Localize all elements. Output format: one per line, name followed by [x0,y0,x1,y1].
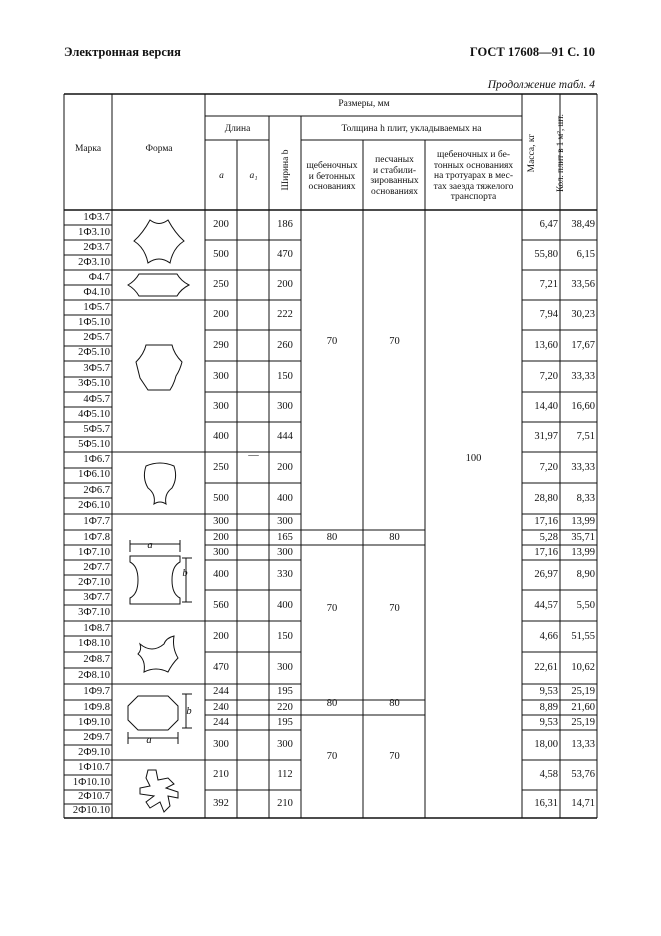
mass-cell: 4,58 [539,769,558,780]
length-a-cell: 300 [213,370,229,382]
mass-cell: 28,80 [534,492,558,504]
mass-cell: 26,97 [534,569,558,580]
width-b-cell: 195 [277,686,293,697]
mark-cell: 5Ф5.7 [83,423,110,435]
header-sand-line4: основаниях [371,186,418,197]
mass-cell: 22,61 [534,662,558,673]
header-sand [364,155,425,197]
width-b-cell: 300 [277,739,293,750]
header-sand-line1: песчаных [375,155,414,165]
header-form: Форма [145,144,173,154]
mark-cell: 1Ф8.7 [83,622,110,634]
header-crushed-line3: основаниях [308,182,356,192]
mark-cell: 1Ф9.10 [78,716,110,728]
mark-cell: 2Ф9.10 [78,746,110,758]
width-b-cell: 300 [277,546,293,558]
width-b-cell: 400 [277,599,293,611]
mass-cell: 9,53 [539,686,558,697]
h-crushed-f9-8: 80 [326,698,338,709]
header-sand-line2: и стабили- [372,165,417,176]
mark-cell: 2Ф5.7 [83,331,110,343]
width-b-cell: 165 [277,531,293,543]
mark-cell: Ф4.10 [83,286,110,298]
mass-cell: 31,97 [534,431,558,442]
length-a-cell: 250 [213,279,229,290]
width-b-cell: 186 [277,219,293,230]
count-cell: 35,71 [571,531,595,543]
length-a-cell: 244 [213,686,229,697]
mass-cell: 6,47 [539,219,558,230]
mass-cell: 7,21 [539,279,558,290]
mass-cell: 7,20 [539,461,558,473]
mark-cell: 5Ф5.10 [78,438,110,450]
length-a-cell: 240 [213,701,229,713]
h-sand-f7-8: 80 [389,532,400,543]
header-length: Длина [224,124,251,134]
mark-cell: 3Ф5.10 [78,378,110,390]
count-cell: 10,62 [571,662,595,673]
count-cell: 21,60 [571,701,595,713]
h-sand-f9-8: 80 [389,698,400,709]
length-a-cell: 470 [213,662,229,673]
width-b-cell: 330 [277,569,293,580]
h-crushed-f7-mid: 70 [326,603,338,614]
width-b-cell: 470 [277,249,293,260]
width-b-cell: 260 [277,339,293,351]
h-crushed-f7-8: 80 [326,532,338,543]
mark-cell: 2Ф10.7 [78,791,110,802]
length-a-cell: 200 [213,630,229,642]
header-left: Электронная версия [64,45,181,59]
mark-cell: 1Ф10.10 [72,776,110,788]
h-crushed-top: 70 [326,336,338,347]
width-b-cell: 300 [277,662,293,673]
mass-cell: 4,66 [539,630,558,642]
shape-f3-icon [128,215,190,269]
mass-cell: 7,94 [539,309,558,320]
length-a-cell: 300 [213,739,229,750]
shape-f4-icon [125,271,193,299]
count-cell: 6,15 [576,249,595,260]
width-b-cell: 200 [277,279,293,290]
mark-cell: 1Ф7.8 [83,531,110,543]
length-a-cell: 300 [213,516,229,527]
header-thickness: Толщина h плит, укладываемых на [341,124,482,134]
count-cell: 16,60 [571,401,595,412]
mark-cell: 1Ф5.10 [78,316,110,328]
length-a-cell: 200 [213,531,229,543]
dim-b-f9: b [186,706,192,717]
h-sand-bottom: 70 [389,751,400,762]
length-a-cell: 210 [213,769,229,780]
shape-f8-icon [130,632,188,680]
header-sizes: Размеры, мм [338,99,390,109]
count-cell: 25,19 [571,686,595,697]
header-width: Ширина b [281,149,291,191]
mark-cell: 1Ф7.7 [83,516,110,527]
length-a-cell: 244 [213,716,229,728]
shape-f10-icon [134,766,186,816]
mark-cell: 2Ф5.10 [78,347,110,359]
mark-cell: 1Ф3.7 [83,211,110,223]
header-heavy-line4: тах заезда тяжелого [433,181,514,192]
width-b-cell: 195 [277,716,293,728]
mass-cell: 16,31 [534,798,558,809]
header-crushed-line2: и бетонных [308,171,356,182]
mark-cell: 1Ф9.8 [83,701,110,713]
mass-cell: 5,28 [539,531,558,543]
mark-cell: 3Ф5.7 [83,362,110,374]
header-count: Кол. плит в 1 м², шт. [555,114,565,192]
count-cell: 5,50 [576,599,595,611]
width-b-cell: 220 [277,701,293,713]
length-a-cell: 200 [213,309,229,320]
length-a-cell: 250 [213,461,229,473]
h-crushed-bottom: 70 [326,751,338,762]
header-mark: Марка [74,144,102,154]
length-a-cell: 300 [213,401,229,412]
width-b-cell: 150 [277,370,293,382]
mark-cell: 2Ф8.7 [83,654,110,665]
mass-cell: 14,40 [534,401,558,412]
mark-cell: 2Ф6.10 [78,500,110,512]
count-cell: 8,90 [576,569,595,580]
width-b-cell: 300 [277,516,293,527]
count-cell: 30,23 [571,309,595,320]
length-a-cell: 290 [213,339,229,351]
mark-cell: 3Ф7.7 [83,591,110,603]
h-sand-top: 70 [389,336,400,347]
mark-cell: 2Ф6.7 [83,484,110,496]
header-right: ГОСТ 17608—91 С. 10 [469,45,595,59]
shape-f6-icon [136,458,184,510]
h-heavy: 100 [465,453,482,464]
length-a-cell: 500 [213,249,229,260]
header-crushed [301,161,363,193]
width-b-cell: 112 [277,769,293,780]
mass-cell: 13,60 [534,339,558,351]
mark-cell: 3Ф7.10 [78,607,110,619]
length-a-cell: 392 [213,798,229,809]
width-b-cell: 222 [277,309,293,320]
count-cell: 25,19 [571,716,595,728]
count-cell: 14,71 [571,798,595,809]
count-cell: 53,76 [571,769,595,780]
mark-cell: 1Ф7.10 [78,546,110,558]
header-heavy-line3: на тротуарах в мес- [434,171,513,181]
width-b-cell: 444 [277,431,293,442]
length-a-cell: 200 [213,219,229,230]
mark-cell: 2Ф7.7 [83,561,110,573]
header-crushed-line1: щебеночных [306,161,358,171]
header-heavy-line2: тонных основаниях [433,160,514,171]
mark-cell: 4Ф5.7 [83,393,110,405]
mass-cell: 18,00 [534,739,558,750]
a1-dash: — [248,450,259,461]
mark-cell: 2Ф7.10 [78,576,110,588]
mark-cell: 1Ф9.7 [83,686,110,697]
mass-cell: 9,53 [539,716,558,728]
mark-cell: 1Ф10.7 [78,761,110,773]
mark-cell: 1Ф6.10 [78,469,110,481]
mass-cell: 7,20 [539,370,558,382]
mark-cell: 4Ф5.10 [78,408,110,420]
shape-f5-icon [130,340,188,396]
count-cell: 13,99 [571,516,595,527]
h-sand-f7-mid: 70 [389,603,400,614]
dim-a-f7: a [147,540,153,551]
mark-cell: 1Ф5.7 [83,301,110,313]
count-cell: 51,55 [571,630,595,642]
length-a-cell: 400 [213,431,229,442]
width-b-cell: 200 [277,461,293,473]
mark-cell: 1Ф8.10 [78,638,110,650]
shape-f9-icon [120,690,200,748]
count-cell: 13,99 [571,546,595,558]
header-mass: Масса, кг [527,133,537,173]
width-b-cell: 210 [277,798,293,809]
width-b-cell: 150 [277,630,293,642]
table-continuation: Продолжение табл. 4 [487,79,595,91]
mark-cell: 2Ф10.10 [72,805,110,816]
length-a-cell: 400 [213,569,229,580]
header-sand-line3: зированных [370,176,419,186]
mass-cell: 55,80 [534,249,558,260]
header-heavy-line1: щебеночных и бе- [437,150,510,160]
mark-cell: 1Ф6.7 [83,453,110,465]
count-cell: 33,56 [571,279,595,290]
dim-b-f7: b [182,568,188,579]
width-b-cell: 400 [277,492,293,504]
count-cell: 8,33 [576,492,595,504]
length-a-cell: 300 [213,546,229,558]
header-heavy-line5: транспорта [450,192,497,202]
count-cell: 13,33 [571,739,595,750]
mass-cell: 8,89 [539,701,558,713]
count-cell: 38,49 [571,219,595,230]
count-cell: 33,33 [571,370,595,382]
header-a1: a₁ [249,171,258,181]
mass-cell: 17,16 [534,546,558,558]
mark-cell: 2Ф8.10 [78,670,110,681]
count-cell: 7,51 [576,431,595,442]
count-cell: 33,33 [571,461,595,473]
mark-cell: 2Ф3.10 [78,256,110,268]
header-a: a [219,171,224,181]
header-heavy [425,150,522,203]
count-cell: 17,67 [571,339,595,351]
mark-cell: 2Ф3.7 [83,241,110,253]
mark-cell: Ф4.7 [88,271,110,283]
width-b-cell: 300 [277,401,293,412]
mark-cell: 1Ф3.10 [78,226,110,238]
length-a-cell: 560 [213,599,229,611]
mass-cell: 44,57 [534,599,558,611]
mark-cell: 2Ф9.7 [83,731,110,743]
dim-a-f9: a [146,735,152,746]
mass-cell: 17,16 [534,516,558,527]
length-a-cell: 500 [213,492,229,504]
